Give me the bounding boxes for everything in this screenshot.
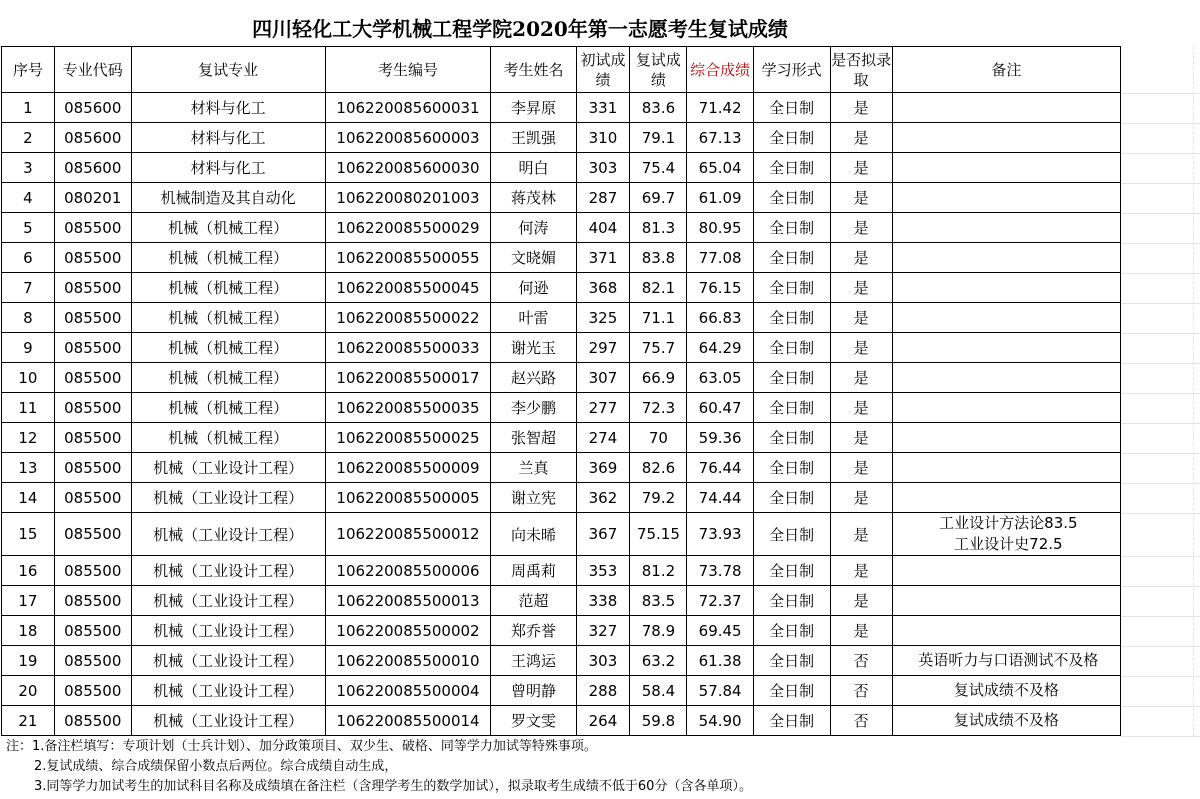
cell-admit: 是 — [830, 453, 892, 483]
cell-exam-id: 106220085500010 — [325, 646, 491, 676]
cell-name: 范超 — [491, 586, 576, 616]
grid-line — [1121, 153, 1200, 154]
cell-code: 080201 — [54, 183, 131, 213]
table-row — [2, 586, 1121, 616]
cell-mode: 全日制 — [753, 213, 830, 243]
cell-mode: 全日制 — [753, 646, 830, 676]
cell-major: 机械（机械工程） — [131, 303, 325, 333]
cell-retest: 59.8 — [630, 706, 687, 736]
cell-seq: 5 — [2, 213, 55, 243]
cell-major: 机械（工业设计工程） — [131, 556, 325, 586]
cell-remark — [892, 93, 1120, 123]
remark-line: 英语听力与口语测试不及格 — [918, 651, 1099, 669]
cell-major: 机械（工业设计工程） — [131, 513, 325, 556]
cell-major: 材料与化工 — [131, 93, 325, 123]
footnote-1: 注：1.备注栏填写：专项计划（士兵计划）、加分政策项目、双少生、破格、同等学力加试等特殊事项。 — [6, 739, 597, 754]
grid-line — [1193, 46, 1194, 736]
grid-line — [1121, 706, 1200, 707]
cell-seq: 16 — [2, 556, 55, 586]
cell-mode: 全日制 — [753, 363, 830, 393]
cell-mode: 全日制 — [753, 93, 830, 123]
cell-admit: 是 — [830, 393, 892, 423]
cell-seq: 6 — [2, 243, 55, 273]
cell-code: 085500 — [54, 303, 131, 333]
cell-code: 085600 — [54, 123, 131, 153]
cell-exam-id: 106220085500009 — [325, 453, 491, 483]
remark-line: 复试成绩不及格 — [953, 711, 1059, 729]
cell-seq: 12 — [2, 423, 55, 453]
cell-name: 蒋茂林 — [491, 183, 576, 213]
cell-total: 69.45 — [687, 616, 753, 646]
cell-major: 机械（机械工程） — [131, 273, 325, 303]
cell-code: 085500 — [54, 243, 131, 273]
cell-remark — [892, 586, 1120, 616]
grid-line — [1121, 646, 1200, 647]
header-exam-id: 考生编号 — [325, 47, 491, 93]
cell-prelim: 362 — [576, 483, 630, 513]
cell-remark — [892, 453, 1120, 483]
cell-retest: 58.4 — [630, 676, 687, 706]
cell-mode: 全日制 — [753, 153, 830, 183]
cell-seq: 2 — [2, 123, 55, 153]
cell-mode: 全日制 — [753, 586, 830, 616]
cell-prelim: 369 — [576, 453, 630, 483]
grid-line — [1121, 586, 1200, 587]
cell-retest: 75.4 — [630, 153, 687, 183]
grid-line — [1121, 213, 1200, 214]
table-row — [2, 363, 1121, 393]
cell-major: 机械（机械工程） — [131, 363, 325, 393]
page-title: 四川轻化工大学机械工程学院2020年第一志愿考生复试成绩 — [252, 17, 788, 41]
cell-code: 085500 — [54, 513, 131, 556]
cell-exam-id: 106220085600003 — [325, 123, 491, 153]
grid-line — [1121, 333, 1200, 334]
cell-admit: 是 — [830, 123, 892, 153]
cell-admit: 是 — [830, 513, 892, 556]
cell-admit: 是 — [830, 483, 892, 513]
cell-seq: 13 — [2, 453, 55, 483]
cell-retest: 66.9 — [630, 363, 687, 393]
header-row — [2, 47, 1121, 93]
remark-line: 复试成绩不及格 — [953, 681, 1059, 699]
cell-exam-id: 106220085500017 — [325, 363, 491, 393]
cell-prelim: 307 — [576, 363, 630, 393]
cell-name: 张智超 — [491, 423, 576, 453]
table-row — [2, 93, 1121, 123]
cell-name: 周禹莉 — [491, 556, 576, 586]
cell-seq: 3 — [2, 153, 55, 183]
cell-name: 王凯强 — [491, 123, 576, 153]
cell-code: 085500 — [54, 273, 131, 303]
cell-code: 085500 — [54, 616, 131, 646]
cell-major: 机械（工业设计工程） — [131, 616, 325, 646]
cell-prelim: 303 — [576, 646, 630, 676]
cell-admit: 否 — [830, 676, 892, 706]
cell-seq: 11 — [2, 393, 55, 423]
table-row — [2, 273, 1121, 303]
cell-name: 郑乔誉 — [491, 616, 576, 646]
cell-name: 王鸿运 — [491, 646, 576, 676]
cell-prelim: 327 — [576, 616, 630, 646]
cell-major: 机械（工业设计工程） — [131, 453, 325, 483]
cell-seq: 15 — [2, 513, 55, 556]
cell-seq: 19 — [2, 646, 55, 676]
cell-total: 67.13 — [687, 123, 753, 153]
cell-seq: 17 — [2, 586, 55, 616]
cell-total: 71.42 — [687, 93, 753, 123]
grid-line — [1121, 453, 1200, 454]
cell-code: 085500 — [54, 453, 131, 483]
cell-remark — [892, 273, 1120, 303]
cell-remark — [892, 646, 1120, 676]
table-row — [2, 616, 1121, 646]
cell-code: 085500 — [54, 363, 131, 393]
table-row — [2, 483, 1121, 513]
cell-seq: 1 — [2, 93, 55, 123]
cell-total: 66.83 — [687, 303, 753, 333]
cell-admit: 是 — [830, 363, 892, 393]
cell-major: 机械（机械工程） — [131, 213, 325, 243]
cell-retest: 83.5 — [630, 586, 687, 616]
grid-line — [1121, 616, 1200, 617]
cell-mode: 全日制 — [753, 303, 830, 333]
cell-seq: 9 — [2, 333, 55, 363]
cell-exam-id: 106220085500033 — [325, 333, 491, 363]
cell-total: 74.44 — [687, 483, 753, 513]
header-remark: 备注 — [892, 47, 1120, 93]
cell-code: 085500 — [54, 423, 131, 453]
cell-exam-id: 106220085500004 — [325, 676, 491, 706]
cell-name: 何逊 — [491, 273, 576, 303]
cell-major: 机械（机械工程） — [131, 243, 325, 273]
cell-prelim: 353 — [576, 556, 630, 586]
cell-exam-id: 106220085500055 — [325, 243, 491, 273]
header-name: 考生姓名 — [491, 47, 576, 93]
cell-total: 76.44 — [687, 453, 753, 483]
cell-admit: 是 — [830, 93, 892, 123]
cell-prelim: 331 — [576, 93, 630, 123]
cell-mode: 全日制 — [753, 483, 830, 513]
grid-line — [1121, 483, 1200, 484]
cell-retest: 81.2 — [630, 556, 687, 586]
cell-retest: 69.7 — [630, 183, 687, 213]
header-prelim: 初试成绩 — [576, 47, 630, 93]
cell-retest: 79.1 — [630, 123, 687, 153]
table-row — [2, 123, 1121, 153]
cell-prelim: 371 — [576, 243, 630, 273]
cell-major: 机械（工业设计工程） — [131, 483, 325, 513]
cell-admit: 是 — [830, 333, 892, 363]
cell-mode: 全日制 — [753, 453, 830, 483]
cell-code: 085500 — [54, 483, 131, 513]
cell-mode: 全日制 — [753, 273, 830, 303]
cell-mode: 全日制 — [753, 393, 830, 423]
cell-remark — [892, 183, 1120, 213]
cell-code: 085600 — [54, 93, 131, 123]
cell-prelim: 287 — [576, 183, 630, 213]
cell-admit: 是 — [830, 273, 892, 303]
cell-code: 085500 — [54, 586, 131, 616]
footnote-2: 2.复试成绩、综合成绩保留小数点后两位。综合成绩自动生成， — [34, 759, 398, 774]
table-row — [2, 513, 1121, 556]
table-row — [2, 423, 1121, 453]
header-seq: 序号 — [2, 47, 55, 93]
cell-retest: 75.7 — [630, 333, 687, 363]
cell-remark — [892, 123, 1120, 153]
table-row — [2, 556, 1121, 586]
cell-name: 曾明静 — [491, 676, 576, 706]
cell-name: 谢光玉 — [491, 333, 576, 363]
cell-prelim: 303 — [576, 153, 630, 183]
cell-mode: 全日制 — [753, 556, 830, 586]
footnote-3: 3.同等学力加试考生的加试科目名称及成绩填在备注栏（含理学考生的数学加试），拟录取考生成绩不低于60分（含各单项）。 — [34, 779, 752, 794]
cell-exam-id: 106220085500045 — [325, 273, 491, 303]
cell-remark — [892, 333, 1120, 363]
cell-admit: 是 — [830, 556, 892, 586]
cell-seq: 14 — [2, 483, 55, 513]
cell-name: 向未晞 — [491, 513, 576, 556]
cell-retest: 71.1 — [630, 303, 687, 333]
cell-name: 何涛 — [491, 213, 576, 243]
cell-retest: 82.1 — [630, 273, 687, 303]
grid-line — [1121, 676, 1200, 677]
cell-retest: 83.8 — [630, 243, 687, 273]
cell-major: 机械（工业设计工程） — [131, 676, 325, 706]
cell-retest: 82.6 — [630, 453, 687, 483]
cell-admit: 否 — [830, 706, 892, 736]
cell-exam-id: 106220085500005 — [325, 483, 491, 513]
table-row — [2, 646, 1121, 676]
grid-line — [1121, 273, 1200, 274]
cell-retest: 75.15 — [630, 513, 687, 556]
cell-admit: 是 — [830, 153, 892, 183]
cell-remark — [892, 303, 1120, 333]
cell-mode: 全日制 — [753, 183, 830, 213]
remark-line: 工业设计方法论83.5 — [939, 514, 1078, 532]
cell-retest: 70 — [630, 423, 687, 453]
cell-retest: 63.2 — [630, 646, 687, 676]
cell-total: 65.04 — [687, 153, 753, 183]
cell-seq: 18 — [2, 616, 55, 646]
cell-seq: 20 — [2, 676, 55, 706]
cell-mode: 全日制 — [753, 123, 830, 153]
cell-name: 兰真 — [491, 453, 576, 483]
cell-exam-id: 106220085500012 — [325, 513, 491, 556]
table-row — [2, 676, 1121, 706]
cell-total: 73.93 — [687, 513, 753, 556]
cell-remark — [892, 676, 1120, 706]
cell-code: 085500 — [54, 333, 131, 363]
cell-prelim: 338 — [576, 586, 630, 616]
cell-code: 085500 — [54, 213, 131, 243]
grid-line — [1121, 736, 1200, 737]
header-mode: 学习形式 — [753, 47, 830, 93]
cell-total: 61.38 — [687, 646, 753, 676]
cell-remark — [892, 483, 1120, 513]
cell-total: 64.29 — [687, 333, 753, 363]
cell-admit: 是 — [830, 586, 892, 616]
cell-code: 085500 — [54, 393, 131, 423]
cell-mode: 全日制 — [753, 333, 830, 363]
cell-prelim: 368 — [576, 273, 630, 303]
cell-code: 085600 — [54, 153, 131, 183]
cell-remark — [892, 363, 1120, 393]
cell-major: 机械（工业设计工程） — [131, 706, 325, 736]
cell-prelim: 325 — [576, 303, 630, 333]
cell-exam-id: 106220085500014 — [325, 706, 491, 736]
cell-name: 罗文雯 — [491, 706, 576, 736]
grid-line — [1121, 303, 1200, 304]
cell-prelim: 288 — [576, 676, 630, 706]
cell-major: 机械（机械工程） — [131, 423, 325, 453]
cell-major: 机械制造及其自动化 — [131, 183, 325, 213]
cell-name: 赵兴路 — [491, 363, 576, 393]
cell-major: 材料与化工 — [131, 123, 325, 153]
cell-name: 明白 — [491, 153, 576, 183]
cell-remark — [892, 513, 1120, 556]
cell-total: 54.90 — [687, 706, 753, 736]
cell-total: 80.95 — [687, 213, 753, 243]
cell-prelim: 264 — [576, 706, 630, 736]
cell-retest: 78.9 — [630, 616, 687, 646]
cell-exam-id: 106220085500035 — [325, 393, 491, 423]
table-row — [2, 153, 1121, 183]
cell-code: 085500 — [54, 676, 131, 706]
grid-line — [1121, 243, 1200, 244]
cell-mode: 全日制 — [753, 513, 830, 556]
cell-admit: 是 — [830, 423, 892, 453]
cell-exam-id: 106220085600030 — [325, 153, 491, 183]
table-row — [2, 213, 1121, 243]
cell-name: 李少鹏 — [491, 393, 576, 423]
score-table — [1, 46, 1121, 736]
cell-exam-id: 106220080201003 — [325, 183, 491, 213]
cell-exam-id: 106220085500002 — [325, 616, 491, 646]
cell-total: 60.47 — [687, 393, 753, 423]
cell-name: 李昇原 — [491, 93, 576, 123]
header-code: 专业代码 — [54, 47, 131, 93]
cell-retest: 72.3 — [630, 393, 687, 423]
cell-admit: 否 — [830, 646, 892, 676]
cell-seq: 7 — [2, 273, 55, 303]
cell-retest: 83.6 — [630, 93, 687, 123]
cell-mode: 全日制 — [753, 423, 830, 453]
cell-exam-id: 106220085500029 — [325, 213, 491, 243]
cell-seq: 4 — [2, 183, 55, 213]
cell-remark — [892, 616, 1120, 646]
grid-line — [1121, 123, 1200, 124]
cell-total: 61.09 — [687, 183, 753, 213]
grid-line — [1121, 93, 1200, 94]
cell-retest: 81.3 — [630, 213, 687, 243]
cell-prelim: 310 — [576, 123, 630, 153]
cell-total: 72.37 — [687, 586, 753, 616]
cell-code: 085500 — [54, 706, 131, 736]
cell-major: 机械（工业设计工程） — [131, 646, 325, 676]
cell-remark — [892, 213, 1120, 243]
cell-prelim: 367 — [576, 513, 630, 556]
cell-prelim: 274 — [576, 423, 630, 453]
grid-line — [1121, 556, 1200, 557]
cell-seq: 8 — [2, 303, 55, 333]
header-major: 复试专业 — [131, 47, 325, 93]
cell-name: 文晓媚 — [491, 243, 576, 273]
table-row — [2, 243, 1121, 273]
table-row — [2, 303, 1121, 333]
table-row — [2, 333, 1121, 363]
grid-line — [1121, 513, 1200, 514]
cell-total: 57.84 — [687, 676, 753, 706]
cell-retest: 79.2 — [630, 483, 687, 513]
cell-remark — [892, 706, 1120, 736]
cell-major: 机械（工业设计工程） — [131, 586, 325, 616]
cell-admit: 是 — [830, 303, 892, 333]
grid-line — [1121, 423, 1200, 424]
cell-seq: 10 — [2, 363, 55, 393]
cell-mode: 全日制 — [753, 243, 830, 273]
cell-prelim: 404 — [576, 213, 630, 243]
cell-total: 77.08 — [687, 243, 753, 273]
cell-admit: 是 — [830, 243, 892, 273]
grid-line — [1121, 183, 1200, 184]
cell-exam-id: 106220085500025 — [325, 423, 491, 453]
table-row — [2, 706, 1121, 736]
cell-exam-id: 106220085500013 — [325, 586, 491, 616]
cell-prelim: 277 — [576, 393, 630, 423]
cell-exam-id: 106220085500022 — [325, 303, 491, 333]
cell-admit: 是 — [830, 183, 892, 213]
cell-admit: 是 — [830, 213, 892, 243]
cell-major: 机械（机械工程） — [131, 393, 325, 423]
table-row — [2, 393, 1121, 423]
cell-total: 59.36 — [687, 423, 753, 453]
header-retest: 复试成绩 — [630, 47, 687, 93]
cell-total: 76.15 — [687, 273, 753, 303]
table-row — [2, 453, 1121, 483]
cell-code: 085500 — [54, 556, 131, 586]
cell-mode: 全日制 — [753, 616, 830, 646]
grid-line — [1121, 393, 1200, 394]
cell-name: 叶雷 — [491, 303, 576, 333]
cell-seq: 21 — [2, 706, 55, 736]
empty-spreadsheet-area — [1121, 46, 1200, 736]
cell-remark — [892, 556, 1120, 586]
header-admit: 是否拟录取 — [830, 47, 892, 93]
cell-prelim: 297 — [576, 333, 630, 363]
grid-line — [1121, 363, 1200, 364]
cell-remark — [892, 393, 1120, 423]
cell-exam-id: 106220085500006 — [325, 556, 491, 586]
table-row — [2, 183, 1121, 213]
cell-remark — [892, 423, 1120, 453]
cell-major: 机械（机械工程） — [131, 333, 325, 363]
cell-total: 73.78 — [687, 556, 753, 586]
remark-line: 工业设计史72.5 — [954, 535, 1063, 553]
cell-admit: 是 — [830, 616, 892, 646]
cell-mode: 全日制 — [753, 706, 830, 736]
cell-exam-id: 106220085600031 — [325, 93, 491, 123]
cell-remark — [892, 153, 1120, 183]
cell-remark — [892, 243, 1120, 273]
cell-mode: 全日制 — [753, 676, 830, 706]
cell-major: 材料与化工 — [131, 153, 325, 183]
header-total: 综合成绩 — [687, 47, 753, 93]
cell-code: 085500 — [54, 646, 131, 676]
cell-name: 谢立宪 — [491, 483, 576, 513]
cell-total: 63.05 — [687, 363, 753, 393]
